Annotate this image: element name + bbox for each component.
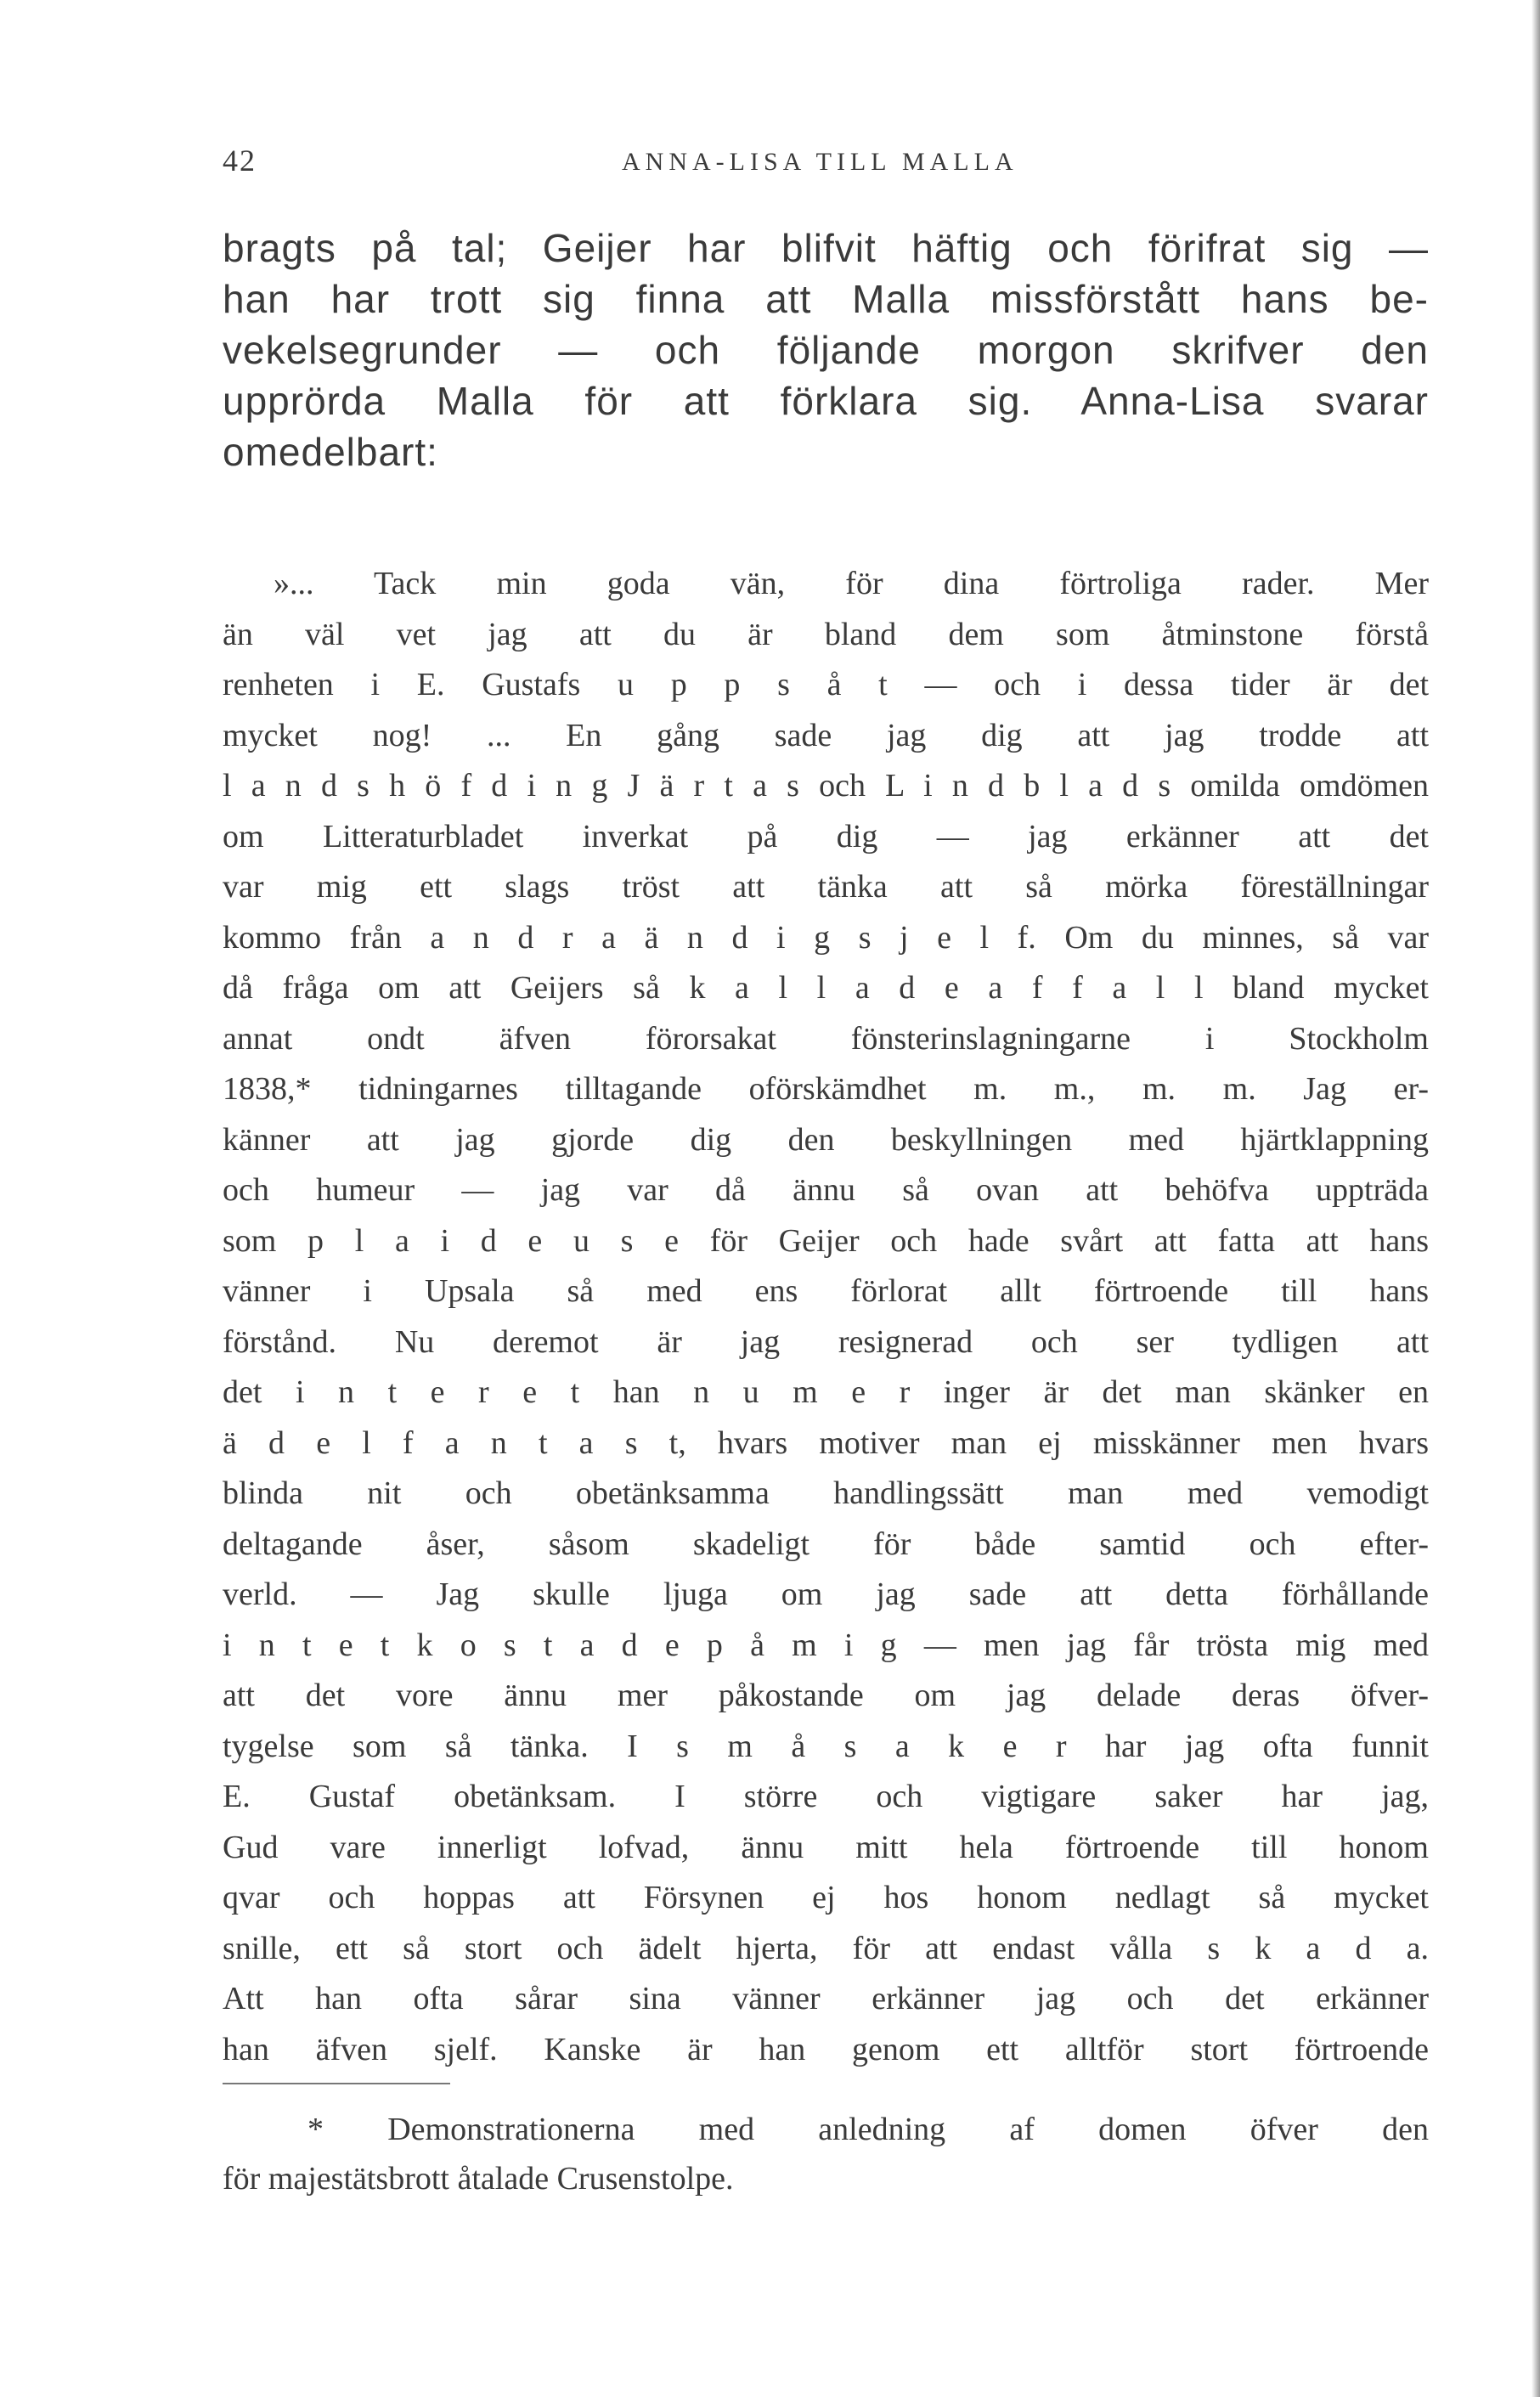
letter-line: E. Gustaf obetänksam. I större och vigtigare saker har jag, (223, 1779, 1429, 1814)
letter-line: Att han ofta sårar sina vänner erkänner jag och det erkänner (223, 1981, 1429, 2016)
letter-line: blinda nit och obetänksamma handlingssätt man med vemodigt (223, 1475, 1429, 1511)
intro-line: han har trott sig finna att Malla missförstått hans be- (223, 277, 1429, 321)
letter-line: l a n d s h ö f d i n g J ä r t a s och L i n d b l a d s omilda omdömen (223, 768, 1429, 804)
letter-line: verld. — Jag skulle ljuga om jag sade att detta förhållande (223, 1576, 1429, 1612)
intro-line: upprörda Malla för att förklara sig. Anna-Lisa svarar (223, 379, 1429, 423)
intro-paragraph (223, 223, 1429, 477)
letter-line: i n t e t k o s t a d e p å m i g — men jag får trösta mig med (223, 1627, 1429, 1663)
letter-line: ä d e l f a n t a s t, hvars motiver man ej misskänner men hvars (223, 1424, 1429, 1461)
letter-line: förstånd. Nu deremot är jag resignerad och ser tydligen att (223, 1323, 1429, 1360)
letter-line: om Litteraturbladet inverkat på dig — jag erkänner att det (223, 818, 1429, 854)
letter-line: var mig ett slags tröst att tänka att så mörka föreställningar (223, 869, 1429, 905)
letter-line: kommo från a n d r a ä n d i g s j e l f. Om du minnes, så var (223, 919, 1429, 956)
page-number: 42 (223, 144, 257, 178)
running-title: ANNA-LISA TILL MALLA (622, 148, 1018, 176)
letter-line: annat ondt äfven förorsakat fönsterinslagningarne i Stockholm (223, 1020, 1429, 1057)
letter-line: mycket nog! ... En gång sade jag dig att jag trodde att (223, 717, 1429, 753)
letter-line: det i n t e r e t han n u m e r inger är det man skänker en (223, 1374, 1429, 1410)
footnote (223, 2105, 1429, 2203)
letter-line: då fråga om att Geijers så k a l l a d e a f f a l l bland mycket (223, 970, 1429, 1006)
intro-line: vekelsegrunder — och följande morgon skrifver den (223, 328, 1429, 372)
intro-line: omedelbart: (223, 430, 438, 474)
footnote-divider (223, 2083, 450, 2084)
letter-line: deltagande åser, såsom skadeligt för både samtid och efter- (223, 1526, 1429, 1562)
letter-line: vänner i Upsala så med ens förlorat allt förtroende till hans (223, 1273, 1429, 1309)
letter-line: Gud vare innerligt lofvad, ännu mitt hela förtroende till honom (223, 1829, 1429, 1865)
letter-line: »... Tack min goda vän, för dina förtroliga rader. Mer (274, 566, 1429, 601)
letter-line: än väl vet jag att du är bland dem som åtminstone förstå (223, 616, 1429, 652)
intro-line: bragts på tal; Geijer har blifvit häftig och förifrat sig — (223, 226, 1429, 270)
letter-line: känner att jag gjorde dig den beskyllningen med hjärtklappning (223, 1121, 1429, 1158)
letter-line: och humeur — jag var då ännu så ovan att behöfva uppträda (223, 1172, 1429, 1208)
letter-line: som p l a i d e u s e för Geijer och hade svårt att fatta att hans (223, 1222, 1429, 1259)
letter-line: han äfven sjelf. Kanske är han genom ett alltför stort förtroende (223, 2031, 1429, 2067)
footnote-line: för majestätsbrott åtalade Crusenstolpe. (223, 2161, 734, 2197)
footnote-line: * Demonstrationerna med anledning af domen öfver den (307, 2112, 1429, 2147)
letter-line: 1838,* tidningarnes tilltagande oförskämdhet m. m., m. m. Jag er- (223, 1071, 1429, 1107)
letter-line: qvar och hoppas att Försynen ej hos honom nedlagt så mycket (223, 1880, 1429, 1915)
letter-quotation (223, 559, 1429, 2075)
letter-line: renheten i E. Gustafs u p p s å t — och i dessa tider är det (223, 667, 1429, 702)
page-edge-shadow (1532, 0, 1540, 2397)
letter-line: tygelse som så tänka. I s m å s a k e r har jag ofta funnit (223, 1728, 1429, 1764)
letter-line: snille, ett så stort och ädelt hjerta, för att endast vålla s k a d a. (223, 1930, 1429, 1966)
running-head (223, 143, 1429, 185)
letter-line: att det vore ännu mer påkostande om jag delade deras öfver- (223, 1678, 1429, 1713)
